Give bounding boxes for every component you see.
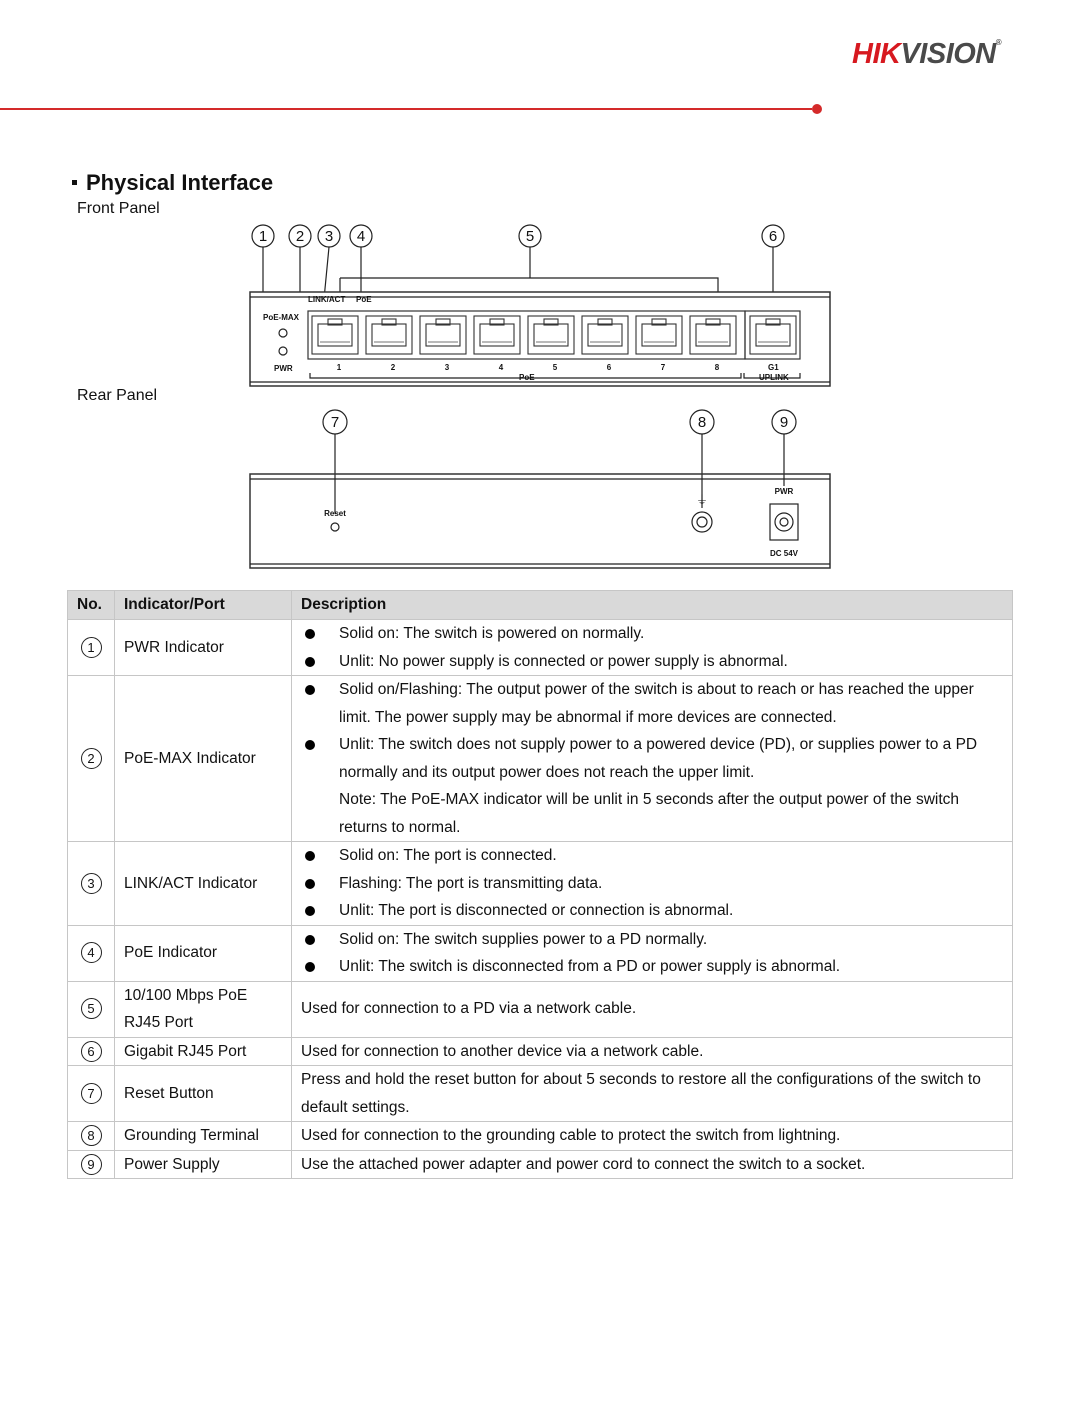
row-port: LINK/ACT Indicator (115, 842, 292, 926)
row-port: PoE-MAX Indicator (115, 676, 292, 842)
section-title (72, 170, 273, 196)
hikvision-logo (852, 38, 1001, 71)
port-number-2: 2 (390, 363, 396, 372)
ground-icon: ⏚ (695, 493, 709, 507)
row-description: Used for connection to another device via a network cable. (292, 1037, 1013, 1066)
section-title-text: Physical Interface (86, 170, 274, 195)
port-number-8: 8 (714, 363, 720, 372)
table-row (68, 676, 1013, 842)
row-port (115, 981, 292, 1037)
label-reset: Reset (324, 509, 346, 518)
row-description: Used for connection to the grounding cable to protect the switch from lightning. (292, 1122, 1013, 1151)
dc-jack (770, 504, 798, 540)
bullet-item: Solid on: The port is connected. (301, 842, 1003, 870)
port-number-1: 1 (336, 363, 342, 372)
port-number-4: 4 (498, 363, 504, 372)
port-number-3: 3 (444, 363, 450, 372)
callout-5: 5 (525, 228, 535, 245)
table-row (68, 981, 1013, 1037)
row-port: PoE Indicator (115, 925, 292, 981)
front-panel-diagram (248, 220, 832, 390)
bullet-item: Unlit: The switch does not supply power to a powered device (PD), or supplies power to a PD normally and its output power does not reach the upper limit. (301, 731, 1003, 786)
label-poe-group: PoE (519, 373, 535, 382)
front-panel-label: Front Panel (77, 200, 160, 217)
rear-panel-label: Rear Panel (77, 387, 158, 404)
row-description (292, 676, 1013, 842)
row-number-badge: 3 (81, 873, 102, 894)
label-dc-54v: DC 54V (769, 549, 799, 558)
row-number-badge: 5 (81, 998, 102, 1019)
row-port: Reset Button (115, 1066, 292, 1122)
row-port-line: 10/100 Mbps PoE (124, 986, 248, 1004)
port-number-7: 7 (660, 363, 666, 372)
interface-table (67, 590, 1013, 1179)
label-poe-max: PoE-MAX (263, 313, 299, 322)
header-description: Description (292, 591, 1013, 620)
row-number-badge: 6 (81, 1041, 102, 1062)
row-number-badge: 2 (81, 748, 102, 769)
row-description (292, 620, 1013, 676)
bullet-item: Solid on/Flashing: The output power of the switch is about to reach or has reached the upper limit. The power supply may be abnormal if more devices are connected. (301, 676, 1003, 731)
table-row (68, 1122, 1013, 1151)
header-no: No. (68, 591, 115, 620)
callout-8: 8 (697, 414, 707, 431)
bullet-item: Unlit: No power supply is connected or power supply is abnormal. (301, 648, 1003, 676)
label-link-act: LINK/ACT (308, 295, 346, 304)
bullet-item: Solid on: The switch is powered on normally. (301, 620, 1003, 648)
callout-6: 6 (768, 228, 778, 245)
logo-hik: HIK (852, 38, 901, 70)
callout-4: 4 (356, 228, 366, 245)
bullet-item: Flashing: The port is transmitting data. (301, 870, 1003, 898)
section-bullet-icon (72, 180, 77, 185)
callout-1: 1 (258, 228, 268, 245)
logo-vision: VISION (900, 38, 996, 70)
header-dot (812, 104, 822, 114)
label-uplink: UPLINK (759, 373, 789, 382)
header-rule (0, 108, 812, 110)
callout-7: 7 (330, 414, 340, 431)
row-port: PWR Indicator (115, 620, 292, 676)
port-number-5: 5 (552, 363, 558, 372)
logo-registered: ® (995, 38, 1002, 47)
table-row (68, 1066, 1013, 1122)
rear-panel-diagram (248, 404, 832, 572)
table-row (68, 1150, 1013, 1179)
callout-9: 9 (779, 414, 789, 431)
row-number-badge: 4 (81, 942, 102, 963)
bullet-item: Unlit: The port is disconnected or connection is abnormal. (301, 897, 1003, 925)
port-number-6: 6 (606, 363, 612, 372)
row-description (292, 925, 1013, 981)
row-number-badge: 9 (81, 1154, 102, 1175)
row-port: Gigabit RJ45 Port (115, 1037, 292, 1066)
row-number-badge: 1 (81, 637, 102, 658)
label-rear-pwr: PWR (774, 487, 794, 496)
row-description: Use the attached power adapter and power cord to connect the switch to a socket. (292, 1150, 1013, 1179)
row-note: Note: The PoE-MAX indicator will be unlit in 5 seconds after the output power of the switch returns to normal. (339, 791, 960, 836)
row-description (292, 842, 1013, 926)
callout-2: 2 (295, 228, 305, 245)
row-description: Press and hold the reset button for about 5 seconds to restore all the configurations of the switch to default settings. (292, 1066, 1013, 1122)
reset-hole (331, 523, 339, 531)
label-poe-led: PoE (356, 295, 372, 304)
row-number-badge: 8 (81, 1125, 102, 1146)
table-row (68, 842, 1013, 926)
row-description: Used for connection to a PD via a network cable. (292, 981, 1013, 1037)
row-port: Power Supply (115, 1150, 292, 1179)
table-header-row (68, 591, 1013, 620)
label-g1: G1 (768, 363, 779, 372)
bullet-item: Solid on: The switch supplies power to a PD normally. (301, 926, 1003, 954)
row-number-badge: 7 (81, 1083, 102, 1104)
row-port: Grounding Terminal (115, 1122, 292, 1151)
row-port-line: RJ45 Port (124, 1014, 193, 1031)
table-row (68, 1037, 1013, 1066)
callout-3: 3 (324, 228, 334, 245)
ground-screw (692, 512, 712, 532)
header-port: Indicator/Port (115, 591, 292, 620)
label-pwr: PWR (274, 364, 293, 373)
bullet-item: Unlit: The switch is disconnected from a PD or power supply is abnormal. (301, 953, 1003, 981)
table-row (68, 925, 1013, 981)
table-row (68, 620, 1013, 676)
